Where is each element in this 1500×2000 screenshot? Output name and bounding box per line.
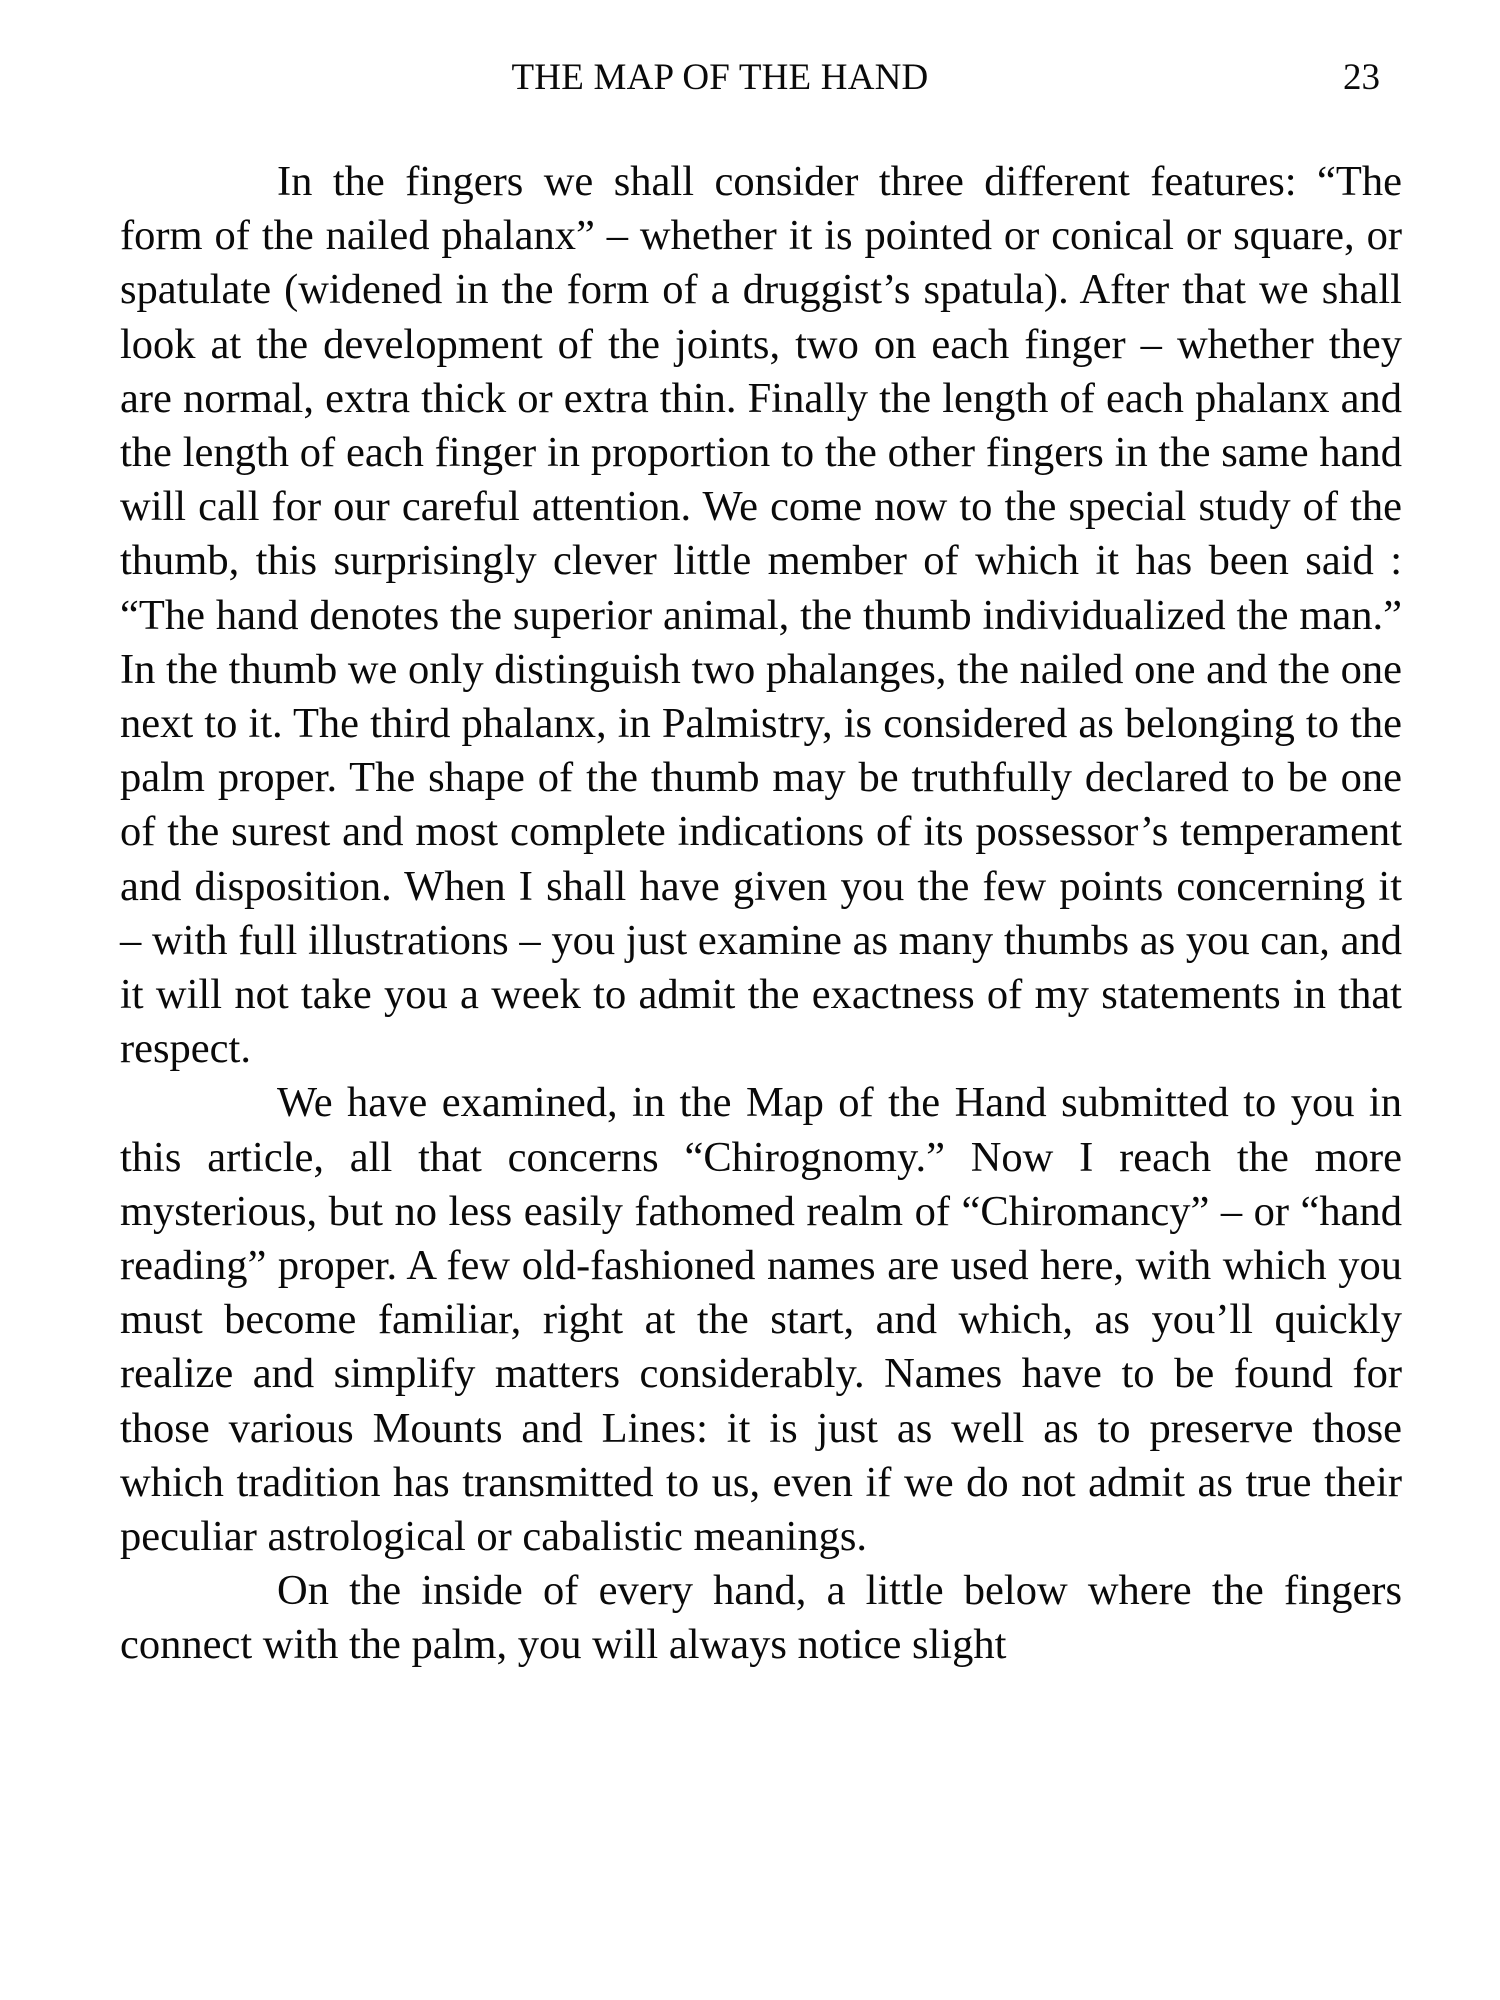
running-head <box>120 56 1380 116</box>
paragraph-chiromancy: We have examined, in the Map of the Hand submitted to you in this article, all that concerns “Chirognomy.” Now I reach the more mysterious, but no less easily fathomed realm of “Chiromancy” – or “hand reading” proper. A few old-fashioned names are used here, with which you must become familiar, right at the start, and which, as you’ll quickly realize and simplify matters considerably. Names have to be found for those various Mounts and Lines: it is just as well as to preserve those which tradition has transmitted to us, even if we do not admit as true their peculiar astrological or cabalistic meanings. <box>120 1079 1402 1561</box>
page-number: 23 <box>1343 57 1380 98</box>
running-title: THE MAP OF THE HAND <box>511 57 929 98</box>
paragraph-fingers-and-thumb: In the fingers we shall consider three different features: “The form of the nailed phalanx” – whether it is pointed or conical or square, or spatulate (widened in the form of a druggist’s spatula). After that we shall look at the development of the joints, two on each finger – whether they are normal, extra thick or extra thin. Finally the length of each phalanx and the length of each finger in proportion to the other fingers in the same hand will call for our careful attention. We come now to the special study of the thumb, this surprisingly clever little member of which it has been said : “The hand denotes the superior animal, the thumb individualized the man.” In the thumb we only distinguish two phalanges, the nailed one and the one next to it. The third phalanx, in Palmistry, is considered as belonging to the palm proper. The shape of the thumb may be truthfully declared to be one of the surest and most complete indications of its possessor’s temperament and disposition. When I shall have given you the few points concerning it – with full illustrations – you just examine as many thumbs as you can, and it will not take you a week to admit the exactness of my statements in that respect. <box>120 158 1402 1073</box>
paragraph-mounts-intro: On the inside of every hand, a little below where the fingers connect with the palm, you will always notice slight <box>120 1567 1402 1669</box>
body-text <box>120 155 1402 1673</box>
